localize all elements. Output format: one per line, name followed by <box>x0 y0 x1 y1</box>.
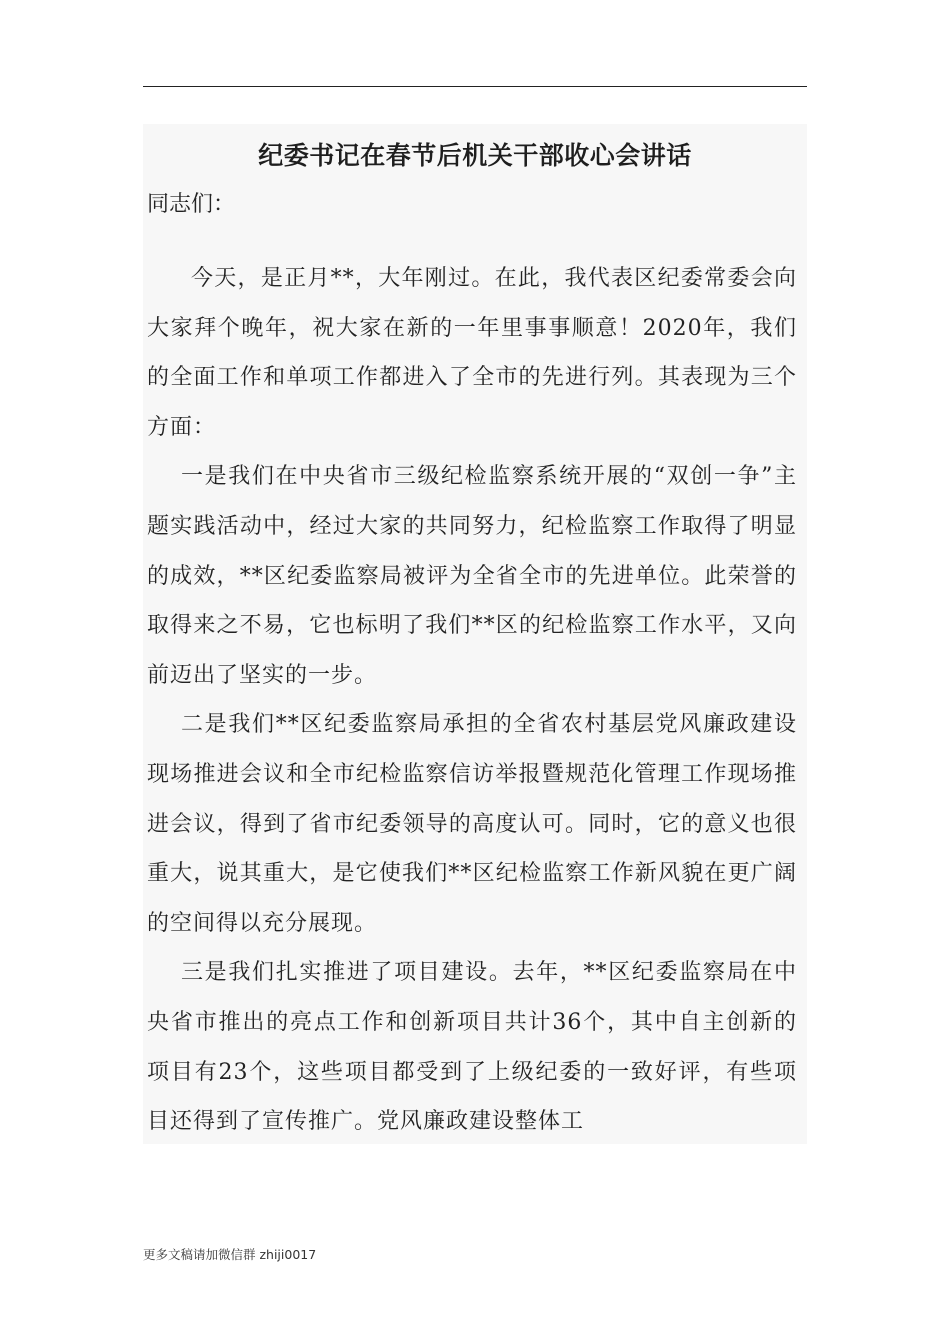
salutation: 同志们： <box>147 192 236 217</box>
footer-note: 更多文稿请加微信群 zhiji0017 <box>143 1247 317 1262</box>
header-rule <box>143 86 807 87</box>
speech-text <box>147 254 797 1144</box>
document-title: 纪委书记在春节后机关干部收心会讲话 <box>258 141 692 170</box>
paragraph-point-two: 二是我们**区纪委监察局承担的全省农村基层党风廉政建设现场推进会议和全市纪检监察信访举报暨规范化管理工作现场推进会议，得到了省市纪委领导的高度认可。同时，它的意义也很重大，说其重大，是它使我们**区纪检监察工作新风貌在更广阔的空间得以充分展现。 <box>147 712 797 936</box>
document-body <box>143 124 807 1144</box>
paragraph-point-three: 三是我们扎实推进了项目建设。去年，**区纪委监察局在中央省市推出的亮点工作和创新项目共计36个，其中自主创新的项目有23个，这些项目都受到了上级纪委的一致好评，有些项目还得到了宣传推广。党风廉政建设整体工 <box>147 960 797 1135</box>
paragraph-point-one: 一是我们在中央省市三级纪检监察系统开展的“双创一争”主题实践活动中，经过大家的共同努力，纪检监察工作取得了明显的成效，**区纪委监察局被评为全省全市的先进单位。此荣誉的取得来之不易，它也标明了我们**区的纪检监察工作水平，又向前迈出了坚实的一步。 <box>147 464 797 688</box>
paragraph-intro: 今天，是正月**，大年刚过。在此，我代表区纪委常委会向大家拜个晚年，祝大家在新的一年里事事顺意！2020年，我们的全面工作和单项工作都进入了全市的先进行列。其表现为三个方面： <box>147 266 797 440</box>
